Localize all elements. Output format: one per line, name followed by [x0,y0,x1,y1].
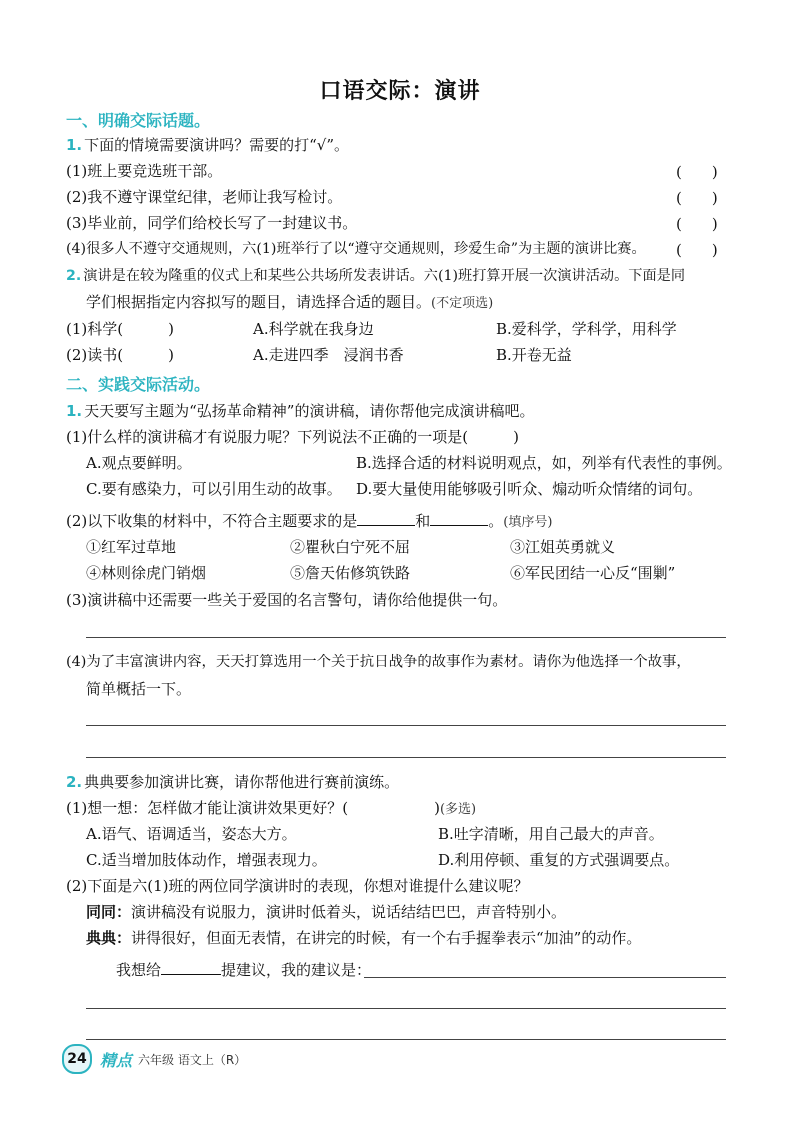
answer-line[interactable] [86,757,726,758]
choice-label[interactable]: (1)科学( ) [66,320,174,338]
question-text: 。 [488,512,504,530]
subquestion-2 [66,511,552,533]
material-3: ③江姐英勇就义 [510,538,616,556]
question-text: 学们根据指定内容拟写的题目，请选择合适的题目。 [86,293,432,311]
subquestion-3: (3)演讲稿中还需要一些关于爱国的名言警句，请你给他提供一句。 [66,591,508,609]
title-choice-row-1 [66,319,174,339]
section-heading-2: 二、实践交际活动。 [66,375,211,394]
option-a: A.语气、语调适当，姿态大方。 [86,825,297,843]
student-name: 同同： [86,903,132,921]
question-hint: (填序号) [503,515,553,530]
answer-paren-2[interactable]: ( ) [676,189,718,207]
page-footer [62,1044,246,1074]
question-text: 和 [415,512,431,530]
situation-text: (2)我不遵守课堂纪律，老师让我写检讨。 [66,188,343,206]
question-number: 2. [66,773,83,791]
option-a: A.科学就在我身边 [253,320,374,338]
question-text: 我想给 [116,961,162,979]
question-hint: (不定项选) [431,296,494,311]
answer-line[interactable] [86,637,726,638]
student-tongtong [86,902,566,922]
student-description: 演讲稿没有说服力，演讲时低着头，说话结结巴巴，声音特别小。 [131,903,567,921]
fill-blank-name[interactable] [161,960,221,975]
brand-logo: 精点 [100,1050,133,1070]
subquestion-2-2: (2)下面是六(1)班的两位同学演讲时的表现，你想对谁提什么建议呢？ [66,877,529,895]
material-2: ②瞿秋白宁死不屈 [290,538,411,556]
question-1-1-stem [66,135,349,155]
section-heading-1: 一、明确交际话题。 [66,111,211,130]
answer-paren-1[interactable]: ( ) [676,163,718,181]
question-1-2-stem [66,266,685,286]
situation-text: (4)很多人不遵守交通规则，六(1)班举行了以“遵守交通规则，珍爱生命”为主题的演讲比赛。 [66,241,646,257]
option-d: D.利用停顿、重复的方式强调要点。 [438,851,680,869]
question-text: ) [434,799,440,817]
answer-line[interactable] [86,1039,726,1040]
question-number: 2. [66,268,82,284]
answer-paren-4[interactable]: ( ) [676,241,718,259]
choice-label[interactable]: (2)读书( ) [66,346,174,364]
situation-text: (1)班上要竞选班干部。 [66,162,223,180]
question-hint: (多选) [439,802,477,817]
question-1-2-stem-line2 [86,292,493,314]
student-description: 讲得很好，但面无表情，在讲完的时候，有一个右手握拳表示“加油”的动作。 [131,929,642,947]
page-number: 24 [62,1044,92,1074]
question-text: 典典要参加演讲比赛，请你帮他进行赛前演练。 [84,773,400,791]
material-6: ⑥军民团结一心反“围剿” [510,564,676,582]
answer-line[interactable] [86,1008,726,1009]
material-4: ④林则徐虎门销烟 [86,564,207,582]
option-b: B.开卷无益 [496,346,572,364]
option-c: C.要有感染力，可以引用生动的故事。 [86,480,342,498]
subquestion-2-1 [66,798,476,820]
answer-paren-3[interactable]: ( ) [676,215,718,233]
student-diandian [86,928,641,948]
option-b: B.吐字清晰，用自己最大的声音。 [438,825,664,843]
fill-blank-2[interactable] [430,511,488,526]
fill-blank-1[interactable] [357,511,415,526]
answer-line[interactable] [86,725,726,726]
subquestion-4: (4)为了丰富演讲内容，天天打算选用一个关于抗日战争的故事作为素材。请你为他选择一个故事， [66,654,691,670]
question-text: 天天要写主题为“弘扬革命精神”的演讲稿，请你帮他完成演讲稿吧。 [84,402,535,420]
grade-label: 六年级 语文上（R） [138,1052,247,1067]
question-text: (1)想一想：怎样做才能让演讲效果更好？( [66,799,349,817]
material-1: ①红军过草地 [86,538,177,556]
answer-line[interactable] [364,977,726,978]
subquestion-1: (1)什么样的演讲稿才有说服力呢？下列说法不正确的一项是( ) [66,428,519,446]
material-5: ⑤詹天佑修筑铁路 [290,564,411,582]
suggestion-prompt [116,960,371,980]
option-a: A.走进四季 浸润书香 [253,346,404,364]
subquestion-4-line2: 简单概括一下。 [86,680,192,698]
page-title: 口语交际：演讲 [319,79,481,104]
question-number: 1. [66,136,83,154]
question-number: 1. [66,402,83,420]
situation-text: (3)毕业前，同学们给校长写了一封建议书。 [66,214,358,232]
question-text: (2)以下收集的材料中，不符合主题要求的是 [66,512,358,530]
option-c: C.适当增加肢体动作，增强表现力。 [86,851,327,869]
option-d: D.要大量使用能够吸引听众、煽动听众情绪的词句。 [356,480,703,498]
question-2-2-stem [66,772,399,792]
option-b: B.选择合适的材料说明观点，如，列举有代表性的事例。 [356,454,732,472]
question-2-1-stem [66,401,534,421]
situation-item-3 [66,213,357,233]
situation-item-1 [66,161,222,181]
question-text: 下面的情境需要演讲吗？需要的打“√”。 [84,136,350,154]
option-b: B.爱科学，学科学，用科学 [496,320,677,338]
question-text: 提建议，我的建议是： [221,961,372,979]
situation-item-2 [66,187,342,207]
student-name: 典典： [86,929,132,947]
title-choice-row-2 [66,345,174,365]
situation-item-4 [66,239,646,259]
option-a: A.观点要鲜明。 [86,454,192,472]
question-text: 演讲是在较为隆重的仪式上和某些公共场所发表讲话。六(1)班打算开展一次演讲活动。下面是同 [83,268,686,284]
